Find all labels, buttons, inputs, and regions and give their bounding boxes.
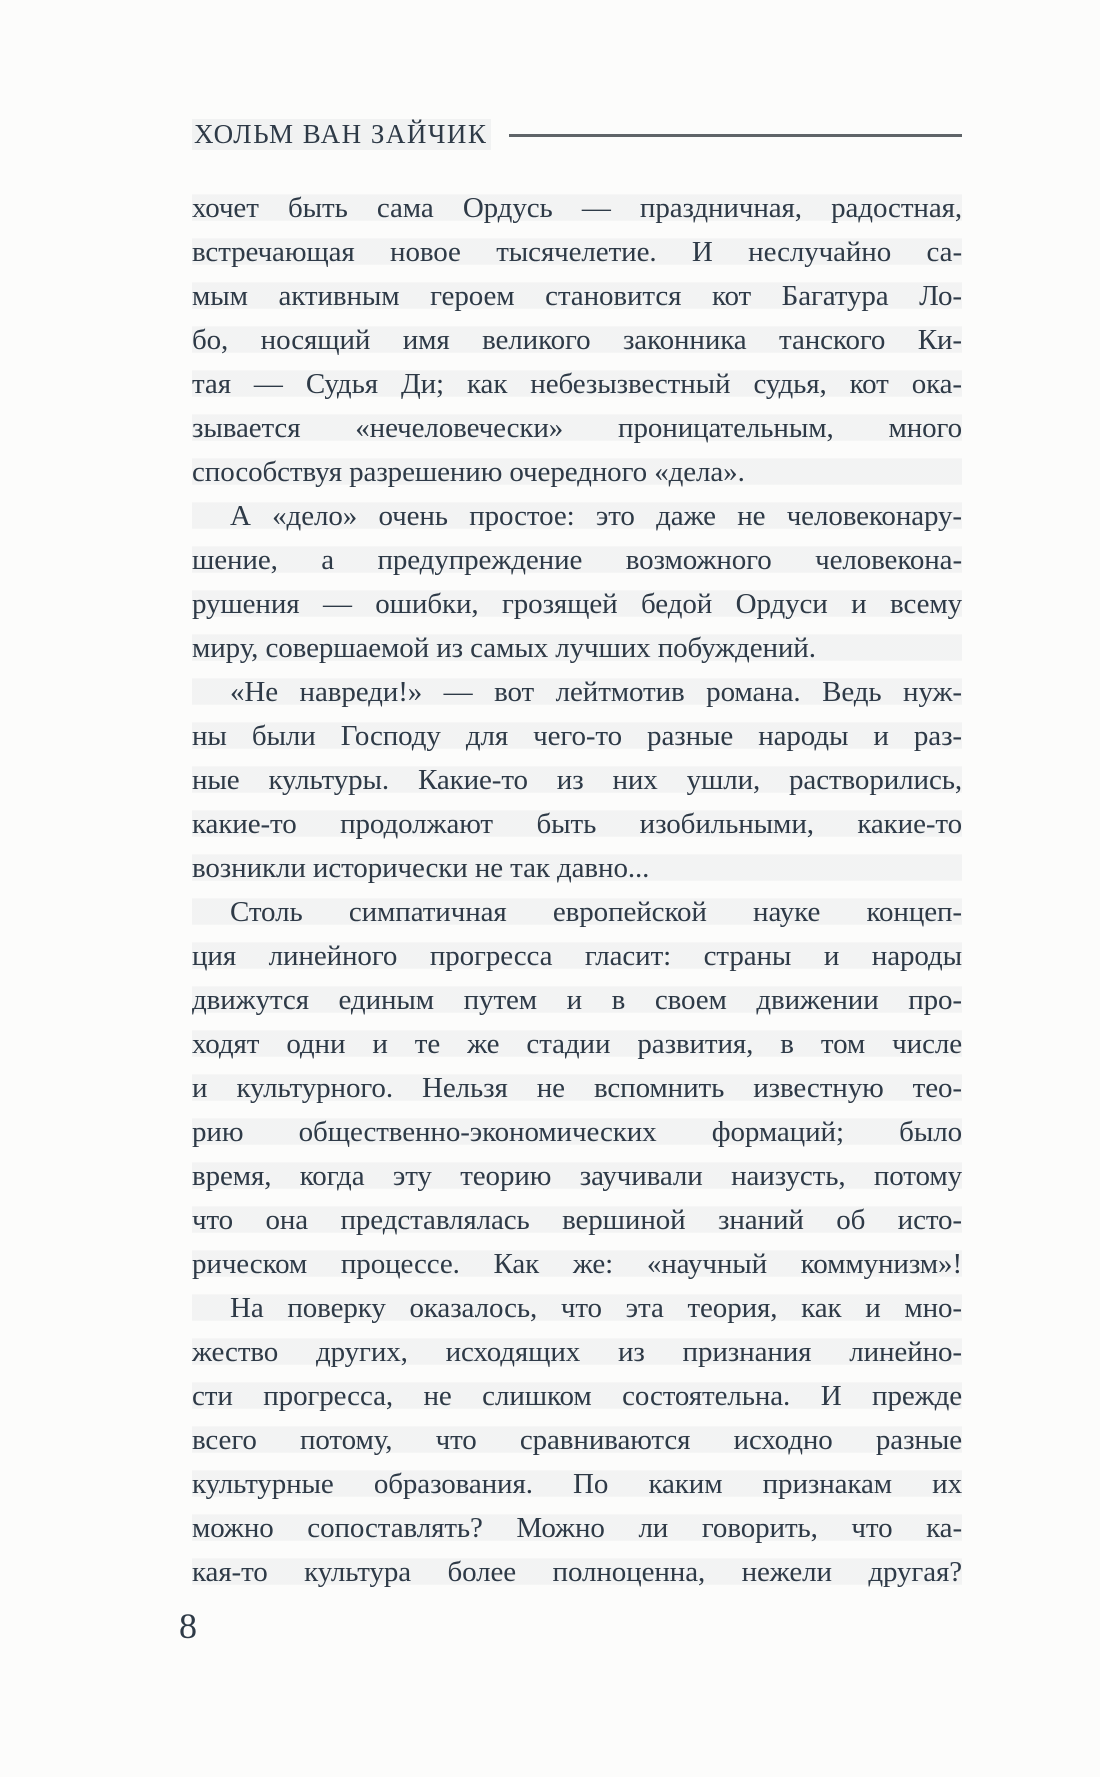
text-line: тая — Судья Ди; как небезызвестный судья, кот ока- xyxy=(192,362,962,406)
text-line: зывается «нечеловечески» проницательным, много xyxy=(192,406,962,450)
text-line: можно сопоставлять? Можно ли говорить, что ка- xyxy=(192,1506,962,1550)
text-line: шение, а предупреждение возможного человекона- xyxy=(192,538,962,582)
text-line: жество других, исходящих из признания линейно- xyxy=(192,1330,962,1374)
running-head xyxy=(192,119,962,150)
text-line: рушения — ошибки, грозящей бедой Ордуси и всему xyxy=(192,582,962,626)
text-line: кая-то культура более полноценна, нежели другая? xyxy=(192,1550,962,1594)
text-line: встречающая новое тысячелетие. И неслучайно са- xyxy=(192,230,962,274)
text-line: движутся единым путем и в своем движении про- xyxy=(192,978,962,1022)
text-line: хочет быть сама Ордусь — праздничная, радостная, xyxy=(192,186,962,230)
text-line: культурные образования. По каким признакам их xyxy=(192,1462,962,1506)
text-line: что она представлялась вершиной знаний об исто- xyxy=(192,1198,962,1242)
text-line: какие-то продолжают быть изобильными, какие-то xyxy=(192,802,962,846)
text-line: сти прогресса, не слишком состоятельна. И прежде xyxy=(192,1374,962,1418)
page-text xyxy=(192,186,962,1594)
text-line: способствуя разрешению очередного «дела». xyxy=(192,450,962,494)
text-line: рическом процессе. Как же: «научный коммунизм»! xyxy=(192,1242,962,1286)
text-line: возникли исторически не так давно... xyxy=(192,846,962,890)
text-line: бо, носящий имя великого законника танского Ки- xyxy=(192,318,962,362)
text-line: Столь симпатичная европейской науке концеп- xyxy=(192,890,962,934)
text-line: ные культуры. Какие-то из них ушли, растворились, xyxy=(192,758,962,802)
page-number: 8 xyxy=(179,1606,197,1646)
text-line: миру, совершаемой из самых лучших побуждений. xyxy=(192,626,962,670)
text-line: «Не навреди!» — вот лейтмотив романа. Ведь нуж- xyxy=(192,670,962,714)
text-line: мым активным героем становится кот Багатура Ло- xyxy=(192,274,962,318)
text-line: На поверку оказалось, что эта теория, как и мно- xyxy=(192,1286,962,1330)
text-line: рию общественно-экономических формаций; было xyxy=(192,1110,962,1154)
running-head-title: ХОЛЬМ ВАН ЗАЙЧИК xyxy=(192,119,491,150)
text-line: ны были Господу для чего-то разные народы и раз- xyxy=(192,714,962,758)
text-line: ходят одни и те же стадии развития, в том числе xyxy=(192,1022,962,1066)
running-head-rule xyxy=(509,134,962,137)
text-line: всего потому, что сравниваются исходно разные xyxy=(192,1418,962,1462)
text-line: ция линейного прогресса гласит: страны и народы xyxy=(192,934,962,978)
text-line: и культурного. Нельзя не вспомнить известную тео- xyxy=(192,1066,962,1110)
text-line: А «дело» очень простое: это даже не человеконару- xyxy=(192,494,962,538)
text-line: время, когда эту теорию заучивали наизусть, потому xyxy=(192,1154,962,1198)
